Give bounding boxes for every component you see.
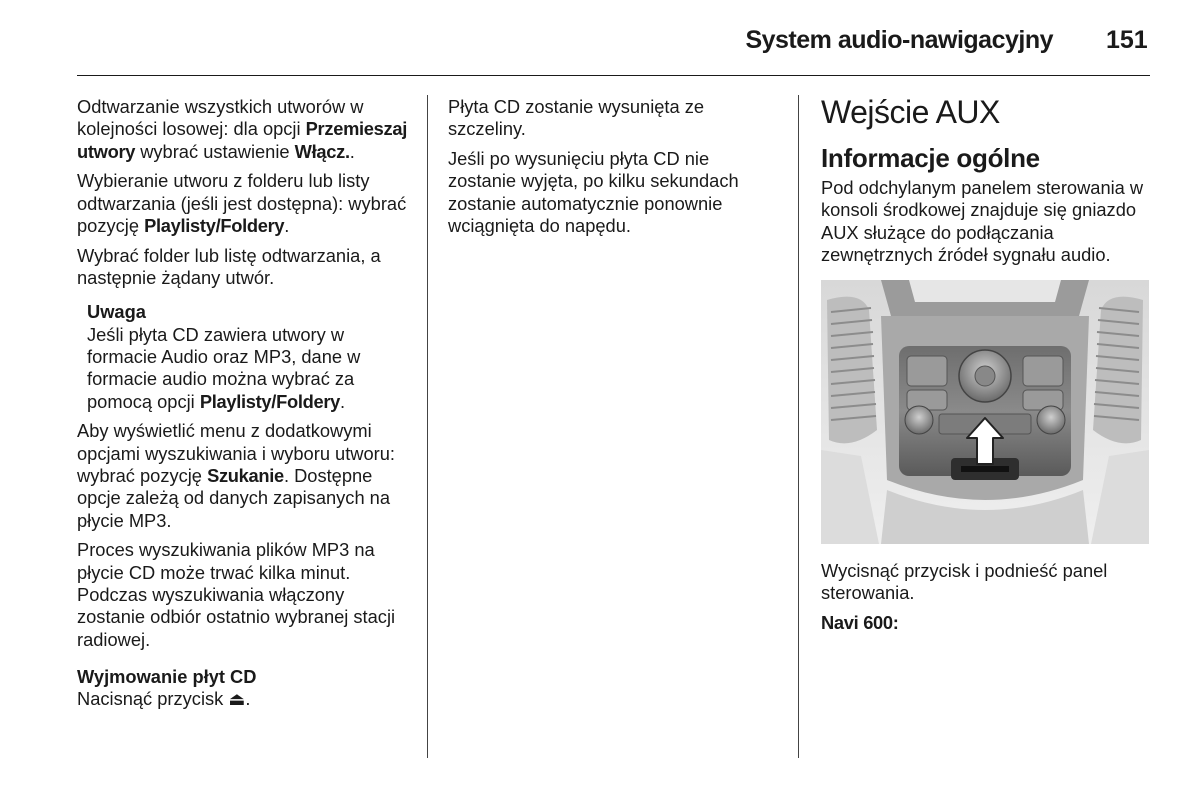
option-shuffle: Przemieszaj utwory <box>77 118 408 162</box>
paragraph-aux-location: Pod odchylanym panelem sterowania w konsoli środkowej znajduje się gniazdo AUX służące do podłączania zewnętrznych źródeł sygnału audio. <box>821 177 1144 265</box>
subsection-heading-general: Informacje ogólne <box>821 143 1040 173</box>
center-console-photo <box>821 280 1149 544</box>
paragraph-select-track: Wybieranie utworu z folderu lub listy odtwarzania (jeśli jest dostępna): wybrać pozycję Playlisty/Foldery. <box>77 170 407 236</box>
paragraph-cd-ejected: Płyta CD zostanie wysunięta ze szczeliny. <box>448 96 705 140</box>
left-knob <box>905 406 933 434</box>
note-box <box>87 301 417 412</box>
note-body: Jeśli płyta CD zawiera utwory w formacie Audio oraz MP3, dane w formacie audio można wybrać za pomocą opcji Playlisty/Foldery. <box>87 323 361 412</box>
label-navi-600: Navi 600: <box>821 612 899 634</box>
right-air-vent <box>1093 297 1143 444</box>
right-knob <box>1037 406 1065 434</box>
left-air-vent <box>827 297 877 444</box>
paragraph-search-menu: Aby wyświetlić menu z dodatkowymi opcjami wyszukiwania i wyboru utworu: wybrać pozycję Szukanie. Dostępne opcje zależą od danych zapisanych na płycie MP3. <box>77 420 396 531</box>
column-2 <box>448 96 778 245</box>
column-3 <box>821 93 1151 642</box>
paragraph-eject: Nacisnąć przycisk ⏏. <box>77 688 251 710</box>
subheading-eject-cd: Wyjmowanie płyt CD <box>77 665 257 687</box>
option-on: Włącz. <box>294 140 350 162</box>
paragraph-search-duration: Proces wyszukiwania plików MP3 na płycie CD może trwać kilka minut. Podczas wyszukiwania włączony zostanie odbiór ostatnio wybranej stacji radiowej. <box>77 539 396 650</box>
option-playlists-folders-note: Playlisty/Foldery <box>199 390 341 412</box>
running-header-title: System audio-nawigacyjny <box>745 26 1053 54</box>
paragraph-shuffle: Odtwarzanie wszystkich utworów w kolejności losowej: dla opcji Przemieszaj utwory wybrać ustawienie Włącz.. <box>77 96 408 162</box>
section-heading-aux: Wejście AUX <box>821 94 1000 130</box>
option-playlists-folders: Playlisty/Foldery <box>144 214 285 236</box>
column-divider-2 <box>798 95 799 758</box>
header-rule <box>77 75 1150 76</box>
column-1 <box>77 96 417 710</box>
paragraph-select-folder: Wybrać folder lub listę odtwarzania, a następnie żądany utwór. <box>77 244 381 289</box>
paragraph-navi600 <box>821 612 1151 634</box>
note-title: Uwaga <box>87 301 146 323</box>
column-divider-1 <box>427 95 428 758</box>
paragraph-cd-reload: Jeśli po wysunięciu płyta CD nie zostanie wyjęta, po kilku sekundach zostanie automatycznie ponownie wciągnięta do napędu. <box>448 148 739 236</box>
option-search: Szukanie <box>207 464 284 486</box>
page-number: 151 <box>1106 26 1148 54</box>
eject-icon: ⏏ <box>228 689 246 710</box>
paragraph-press-button: Wycisnąć przycisk i podnieść panel sterowania. <box>821 560 1108 604</box>
